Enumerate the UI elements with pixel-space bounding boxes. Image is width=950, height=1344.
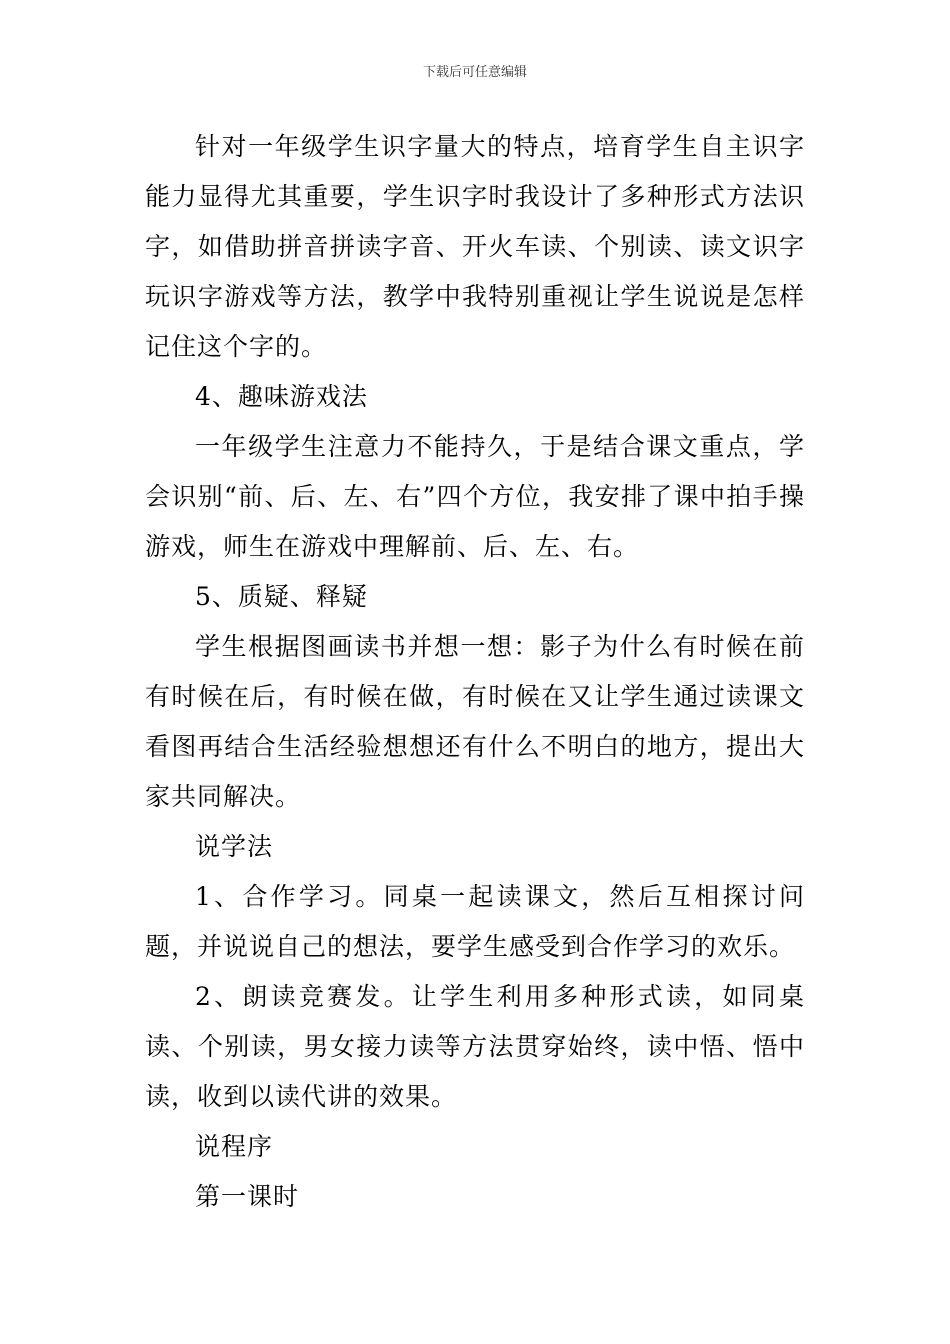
- paragraph-cooperative-learning: 1、合作学习。同桌一起读课文，然后互相探讨问题，并说说自己的想法，要学生感受到合作学习的欢乐。: [145, 882, 805, 961]
- paragraph-literacy-methods: 针对一年级学生识字量大的特点，培育学生自主识字能力显得尤其重要，学生识字时我设计了多种形式方法识字，如借助拼音拼读字音、开火车读、个别读、读文识字玩识字游戏等方法，教学中我特别重视让学生说说是怎样记住这个字的。: [145, 132, 805, 361]
- heading-first-lesson: 第一课时: [195, 1182, 300, 1211]
- paragraph-fun-game: 一年级学生注意力不能持久，于是结合课文重点，学会识别“前、后、左、右”四个方位，我安排了课中拍手操游戏，师生在游戏中理解前、后、左、右。: [145, 432, 805, 561]
- heading-study-method: 说学法: [195, 832, 274, 861]
- paragraph-question-answer: 学生根据图画读书并想一想：影子为什么有时候在前有时候在后，有时候在做，有时候在又让学生通过读课文看图再结合生活经验想想还有什么不明白的地方，提出大家共同解决。: [145, 632, 805, 811]
- heading-question-answer: 5、质疑、释疑: [195, 582, 368, 611]
- page-header: 下载后可任意编辑: [422, 65, 527, 80]
- heading-procedure: 说程序: [195, 1132, 274, 1161]
- document-body: [145, 122, 805, 1222]
- paragraph-reading-contest: 2、朗读竞赛发。让学生利用多种形式读，如同桌读、个别读，男女接力读等方法贯穿始终，读中悟、悟中读，收到以读代讲的效果。: [145, 982, 805, 1111]
- heading-fun-game-method: 4、趣味游戏法: [195, 382, 368, 411]
